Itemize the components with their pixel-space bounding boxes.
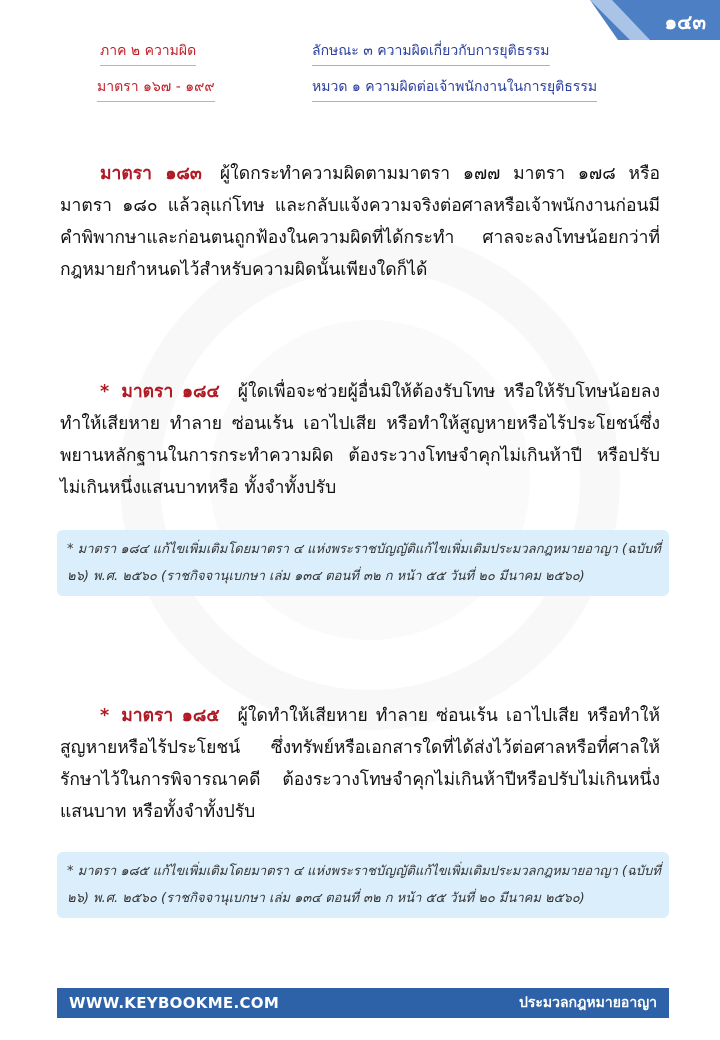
section-183 (60, 158, 660, 286)
page-corner-tab (590, 0, 720, 40)
website-link[interactable]: WWW.KEYBOOKME.COM (69, 994, 280, 1012)
amendment-note-185: * มาตรา ๑๘๕ แก้ไขเพิ่มเติมโดยมาตรา ๔ แห่งพระราชบัญญัติแก้ไขเพิ่มเติมประมวลกฎหมายอาญา (ฉบับที่ ๒๖) พ.ศ. ๒๕๖๐ (ราชกิจจานุเบกษา เล่ม ๑๓๔ ตอนที่ ๓๒ ก หน้า ๕๕ วันที่ ๒๐ มีนาคม ๒๕๖๐) (57, 852, 669, 918)
section-text: ผู้ใดทำให้เสียหาย ทำลาย ซ่อนเร้น เอาไปเสีย หรือทำให้สูญหายหรือไร้ประโยชน์ ซึ่งทรัพย์หรือเอกสารใดที่ได้ส่งไว้ต่อศาลหรือที่ศาลให้รักษาไว้ในการพิจารณาคดี ต้องระวางโทษจำคุกไม่เกินห้าปีหรือปรับไม่เกินหนึ่งแสนบาท หรือทั้งจำทั้งปรับ (60, 706, 660, 822)
book-title: ประมวลกฎหมายอาญา (518, 995, 657, 1011)
section-label: มาตรา ๑๘๓ (100, 164, 202, 184)
amendment-marker: * (100, 706, 110, 726)
section-text: ผู้ใดกระทำความผิดตามมาตรา ๑๗๗ มาตรา ๑๗๘ หรือมาตรา ๑๘๐ แล้วลุแก่โทษ และกลับแจ้งความจริงต่อศาลหรือเจ้าพนักงานก่อนมีคำพิพากษาและก่อนตนถูกฟ้องในความผิดที่ได้กระทำ ศาลจะลงโทษน้อยกว่าที่กฎหมายกำหนดไว้สำหรับความผิดนั้นเพียงใดก็ได้ (60, 164, 660, 280)
section-185 (60, 700, 660, 828)
section-label: มาตรา ๑๘๕ (121, 706, 220, 726)
amendment-marker: * (100, 382, 110, 402)
section-label: มาตรา ๑๘๔ (121, 382, 220, 402)
page-number: ๑๔๓ (664, 10, 706, 34)
footer-bar (57, 988, 669, 1018)
section-184 (60, 376, 660, 504)
section-text: ผู้ใดเพื่อจะช่วยผู้อื่นมิให้ต้องรับโทษ หรือให้รับโทษน้อยลง ทำให้เสียหาย ทำลาย ซ่อนเร้น เอาไปเสีย หรือทำให้สูญหายหรือไร้ประโยชน์ซึ่งพยานหลักฐานในการกระทำความผิด ต้องระวางโทษจำคุกไม่เกินห้าปี หรือปรับไม่เกินหนึ่งแสนบาทหรือ ทั้งจำทั้งปรับ (60, 382, 660, 498)
header-part: ภาค ๒ ความผิด (100, 40, 196, 66)
amendment-note-184: * มาตรา ๑๘๔ แก้ไขเพิ่มเติมโดยมาตรา ๔ แห่งพระราชบัญญัติแก้ไขเพิ่มเติมประมวลกฎหมายอาญา (ฉบับที่ ๒๖) พ.ศ. ๒๕๖๐ (ราชกิจจานุเบกษา เล่ม ๑๓๔ ตอนที่ ๓๒ ก หน้า ๕๕ วันที่ ๒๐ มีนาคม ๒๕๖๐) (57, 530, 669, 596)
header-chapter: หมวด ๑ ความผิดต่อเจ้าพนักงานในการยุติธรรม (312, 76, 597, 102)
header-title: ลักษณะ ๓ ความผิดเกี่ยวกับการยุติธรรม (312, 40, 550, 66)
header-sections: มาตรา ๑๖๗ - ๑๙๙ (97, 76, 215, 102)
